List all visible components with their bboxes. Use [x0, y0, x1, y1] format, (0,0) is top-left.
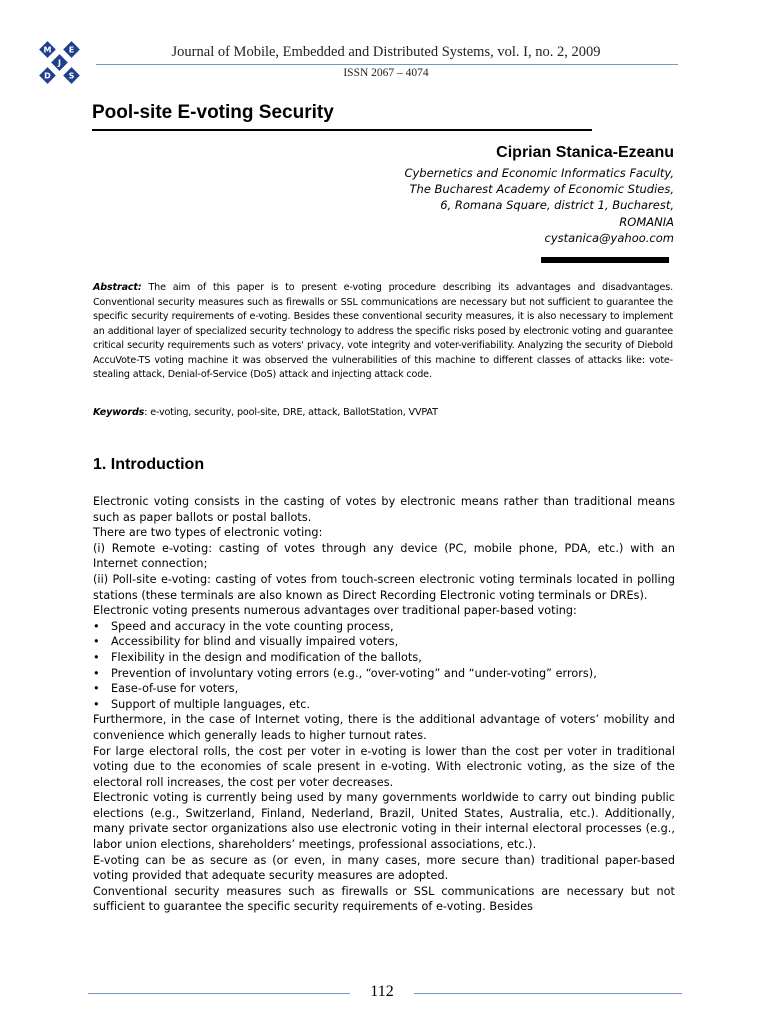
author-email: cystanica@yahoo.com — [544, 230, 674, 245]
affiliation-line: 6, Romana Square, district 1, Bucharest, — [440, 198, 674, 213]
list-item: • Support of multiple languages, etc. — [93, 697, 675, 713]
paragraph: E-voting can be as secure as (or even, in many cases, more secure than) traditional paper-based voting provided that adequate security measures are adopted. — [93, 853, 675, 883]
list-item: • Ease-of-use for voters, — [93, 681, 675, 697]
journal-header: Journal of Mobile, Embedded and Distributed Systems, vol. I, no. 2, 2009 — [171, 44, 601, 60]
author-separator-bar — [541, 257, 669, 263]
paragraph: (ii) Poll-site e-voting: casting of votes from touch-screen electronic voting terminals located in polling stations (these terminals are also known as Direct Recording Electronic voting terminals or DREs). — [93, 572, 675, 602]
footer-divider-right — [414, 993, 682, 994]
journal-logo — [36, 38, 90, 92]
paragraph: For large electoral rolls, the cost per voter in e-voting is lower than the cost per voter in traditional voting due to the economies of scale present in e-voting. With electronic voting, as the size of the electoral roll increases, the cost per voter decreases. — [93, 744, 675, 789]
abstract-text: The aim of this paper is to present e-voting procedure describing its advantages and disadvantages. Conventional security measures such as firewalls or SSL communications are necessary but not sufficient to guarantee the specific security requirements of e-voting. Besides these conventional security measures, it is also necessary to implement an additional layer of specialized security technology to address the specific risks posed by electronic voting and guarantee critical security requirements such as voters' privacy, vote integrity and voter-verifiability. Analyzing the security of Diebold AccuVote-TS voting machine it was observed the vulnerabilities of this machine to different classes of attacks like: vote-stealing attack, Denial-of-Service (DoS) attack and injecting attack code. — [93, 282, 673, 380]
logo-letter-e: E — [68, 45, 75, 55]
abstract-label: Abstract: — [93, 282, 142, 293]
paragraph: Electronic voting is currently being used by many governments worldwide to carry out binding public elections (e.g., Switzerland, Finland, Nederland, Brazil, United States, Australia, etc.). Additionally, many private sector organizations also use electronic voting in their internal electoral processes (e.g., labor union elections, shareholders’ meetings, professional associations, etc.). — [93, 791, 675, 852]
paragraph: There are two types of electronic voting: — [93, 526, 323, 540]
list-item: • Prevention of involuntary voting errors (e.g., “over-voting” and “under-voting” errors), — [93, 666, 675, 682]
paragraph: (i) Remote e-voting: casting of votes through any device (PC, mobile phone, PDA, etc.) with an Internet connection; — [93, 541, 675, 571]
list-item: • Accessibility for blind and visually impaired voters, — [93, 634, 675, 650]
paragraph: Conventional security measures such as firewalls or SSL communications are necessary but not sufficient to guarantee the specific security requirements of e-voting. Besides — [93, 884, 675, 914]
section-heading: 1. Introduction — [93, 456, 205, 473]
header-divider — [96, 64, 678, 65]
title-rule — [92, 129, 592, 131]
author-affiliation — [404, 165, 674, 246]
paragraph: Electronic voting consists in the casting of votes by electronic means rather than traditional means such as paper ballots or postal ballots. — [93, 495, 675, 524]
paragraph: Furthermore, in the case of Internet voting, there is the additional advantage of voters’ mobility and convenience which generally leads to higher turnout rates. — [93, 713, 675, 742]
keywords — [93, 407, 438, 418]
author-name: Ciprian Stanica-Ezeanu — [496, 144, 674, 161]
page-number: 112 — [370, 983, 394, 1000]
affiliation-line: The Bucharest Academy of Economic Studies, — [409, 182, 674, 197]
affiliation-line: ROMANIA — [619, 214, 674, 229]
abstract — [93, 281, 673, 383]
footer-divider-left — [88, 993, 350, 994]
advantages-list — [93, 619, 675, 713]
keywords-label: Keywords — [93, 407, 145, 418]
logo-letter-s: S — [68, 71, 75, 81]
paragraph: Electronic voting presents numerous advantages over traditional paper-based voting: — [93, 604, 577, 618]
affiliation-line: Cybernetics and Economic Informatics Faculty, — [404, 166, 674, 180]
list-item: • Speed and accuracy in the vote counting process, — [93, 619, 675, 635]
paper-title: Pool-site E-voting Security — [92, 102, 334, 123]
issn: ISSN 2067 – 4074 — [343, 67, 429, 79]
section-body — [93, 494, 675, 915]
keywords-text: : e-voting, security, pool-site, DRE, attack, BallotStation, VVPAT — [144, 407, 438, 418]
logo-letter-j: J — [58, 58, 61, 68]
logo-letter-d: D — [44, 71, 51, 81]
list-item: • Flexibility in the design and modification of the ballots, — [93, 650, 675, 666]
logo-letter-m: M — [43, 45, 52, 55]
